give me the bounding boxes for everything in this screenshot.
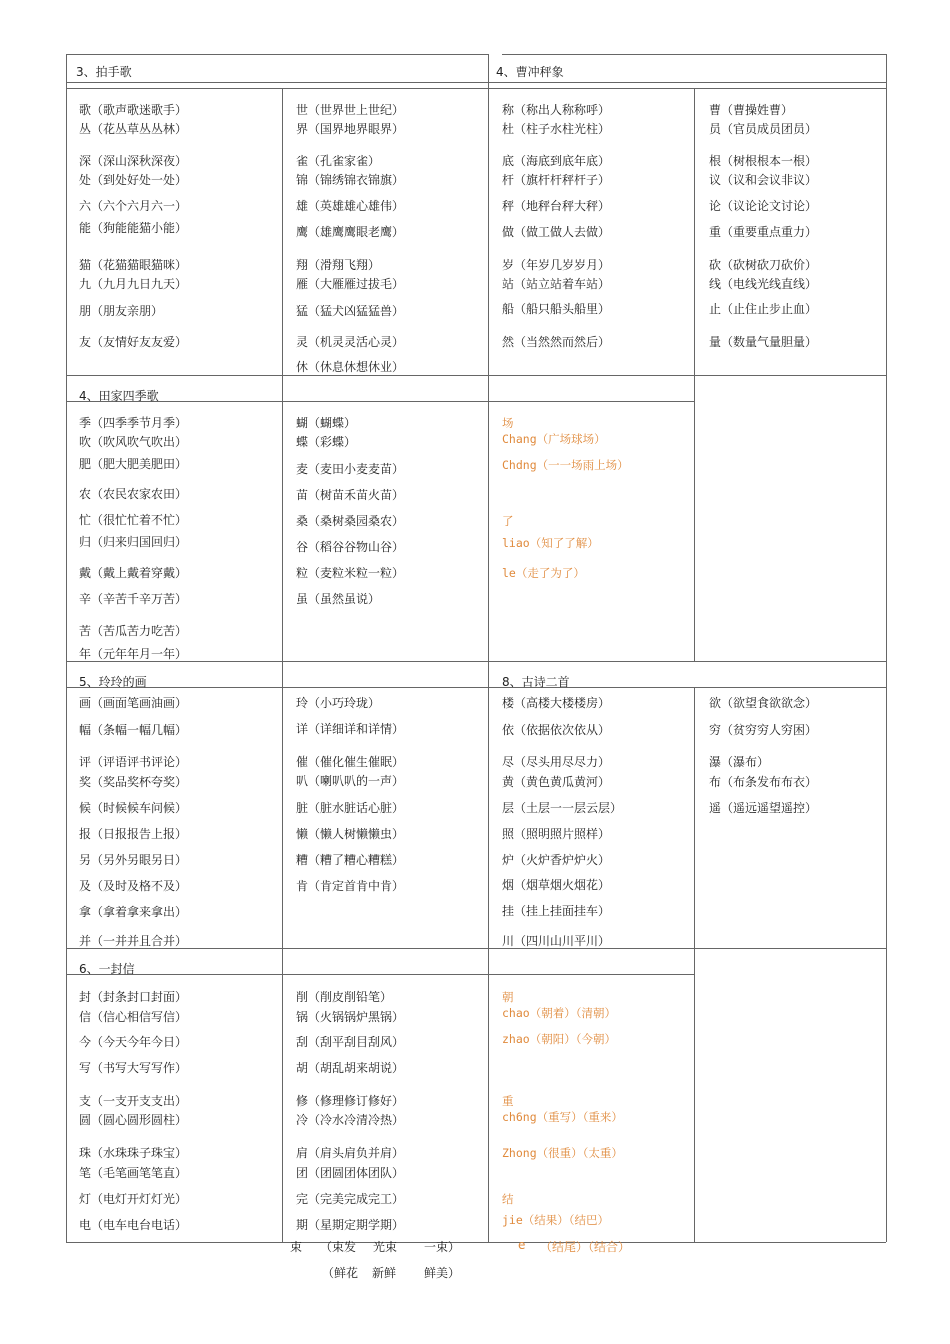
word-entry: 世（世界世上世纪） bbox=[296, 103, 405, 117]
word-entry: 珠（水珠珠子珠宝） bbox=[79, 1146, 188, 1160]
section-title-4b: 4、田家四季歌 bbox=[79, 389, 159, 403]
rule bbox=[66, 1242, 886, 1243]
word-entry: 冷（冷水冷清冷热） bbox=[296, 1113, 405, 1127]
footer-word: （鲜花 bbox=[322, 1266, 359, 1280]
word-entry: 锅（火锅锅炉黑锅） bbox=[296, 1010, 405, 1024]
word-entry: 报（日报报告上报） bbox=[79, 827, 188, 841]
word-entry: 休（休息休想休业） bbox=[296, 360, 405, 374]
word-entry: 今（今天今年今日） bbox=[79, 1035, 188, 1049]
word-entry: 炉（火炉香炉炉火） bbox=[502, 853, 611, 867]
word-entry: 农（农民农家农田） bbox=[79, 487, 188, 501]
rule bbox=[66, 974, 694, 975]
word-entry: 止（止住止步止血） bbox=[709, 302, 818, 316]
word-entry: 布（布条发布布衣） bbox=[709, 775, 818, 789]
word-entry: 线（电线光线直线） bbox=[709, 277, 818, 291]
word-entry: 削（削皮削铅笔） bbox=[296, 990, 393, 1004]
word-entry: 拿（拿着拿来拿出） bbox=[79, 905, 188, 919]
word-entry: 烟（烟草烟火烟花） bbox=[502, 878, 611, 892]
footer-word: 束 bbox=[290, 1240, 303, 1254]
word-entry: 苗（树苗禾苗火苗） bbox=[296, 488, 405, 502]
rule bbox=[66, 54, 67, 1242]
word-entry: 砍（砍树砍刀砍价） bbox=[709, 258, 818, 272]
footer-word: 鲜美） bbox=[424, 1266, 461, 1280]
word-entry: 丛（花丛草丛丛林） bbox=[79, 122, 188, 136]
word-entry: 写（书写大写写作） bbox=[79, 1061, 188, 1075]
word-entry: 候（时候候车问候） bbox=[79, 801, 188, 815]
word-entry: 做（做工做人去做） bbox=[502, 225, 611, 239]
pinyin-entry: 重 bbox=[502, 1094, 514, 1108]
word-entry: 肯（肯定首肯中肯） bbox=[296, 879, 405, 893]
rule bbox=[886, 54, 887, 1242]
rule bbox=[66, 88, 886, 89]
word-entry: 封（封条封口封面） bbox=[79, 990, 188, 1004]
word-entry: 蝴（蝴蝶） bbox=[296, 416, 357, 430]
word-entry: 期（星期定期学期） bbox=[296, 1218, 405, 1232]
word-entry: 挂（挂上挂面挂车） bbox=[502, 904, 611, 918]
word-entry: 笔（毛笔画笔笔直） bbox=[79, 1166, 188, 1180]
rule bbox=[694, 88, 695, 375]
word-entry: 岁（年岁几岁岁月） bbox=[502, 258, 611, 272]
pinyin-entry: chao（朝着）（清朝） bbox=[502, 1006, 616, 1020]
word-entry: 员（官员成员团员） bbox=[709, 122, 818, 136]
pinyin-entry: 了 bbox=[502, 514, 514, 528]
rule bbox=[282, 88, 283, 1242]
word-entry: 处（到处好处一处） bbox=[79, 173, 188, 187]
word-entry: 吹（吹风吹气吹出） bbox=[79, 435, 188, 449]
word-entry: 层（土层一一层云层） bbox=[502, 801, 623, 815]
word-entry: 雁（大雁雁过拔毛） bbox=[296, 277, 405, 291]
word-entry: 尽（尽头用尽尽力） bbox=[502, 755, 611, 769]
word-entry: 猛（猛犬凶猛猛兽） bbox=[296, 304, 405, 318]
pinyin-entry: Zhong（很重）（太重） bbox=[502, 1146, 623, 1160]
word-entry: 粒（麦粒米粒一粒） bbox=[296, 566, 405, 580]
rule bbox=[588, 54, 886, 55]
word-entry: 根（树根根本一根） bbox=[709, 154, 818, 168]
word-entry: 杜（柱子水柱光柱） bbox=[502, 122, 611, 136]
section-title-8: 8、古诗二首 bbox=[502, 675, 570, 689]
pinyin-entry: jie（结果）（结巴） bbox=[502, 1213, 610, 1227]
word-entry: 秤（地秤台秤大秤） bbox=[502, 199, 611, 213]
word-entry: 肥（肥大肥美肥田） bbox=[79, 457, 188, 471]
word-entry: 另（另外另眼另日） bbox=[79, 853, 188, 867]
pinyin-entry: Chang（广场球场） bbox=[502, 432, 606, 446]
word-entry: 议（议和会议非议） bbox=[709, 173, 818, 187]
rule bbox=[502, 54, 588, 55]
word-entry: 友（友情好友友爱） bbox=[79, 335, 188, 349]
word-entry: 催（催化催生催眠） bbox=[296, 755, 405, 769]
rule bbox=[152, 54, 488, 55]
word-entry: 灯（电灯开灯灯光） bbox=[79, 1192, 188, 1206]
rule bbox=[488, 88, 489, 1242]
word-entry: 曹（曹操姓曹） bbox=[709, 103, 794, 117]
word-entry: 楼（高楼大楼楼房） bbox=[502, 696, 611, 710]
pinyin-entry: liao（知了了解） bbox=[502, 536, 599, 550]
section-title-3: 3、拍手歌 bbox=[76, 65, 132, 79]
section-title-6: 6、一封信 bbox=[79, 962, 135, 976]
rule bbox=[66, 401, 694, 402]
word-entry: 鹰（雄鹰鹰眼老鹰） bbox=[296, 225, 405, 239]
word-entry: 苦（苦瓜苦力吃苦） bbox=[79, 624, 188, 638]
footer-pinyin: e bbox=[518, 1238, 526, 1252]
word-entry: 灵（机灵灵活心灵） bbox=[296, 335, 405, 349]
word-entry: 能（狗能能猫小能） bbox=[79, 221, 188, 235]
rule bbox=[694, 687, 695, 948]
word-entry: 底（海底到底年底） bbox=[502, 154, 611, 168]
word-entry: 辛（辛苦千辛万苦） bbox=[79, 592, 188, 606]
word-entry: 肩（肩头肩负并肩） bbox=[296, 1146, 405, 1160]
word-entry: 团（团圆团体团队） bbox=[296, 1166, 405, 1180]
word-entry: 忙（很忙忙着不忙） bbox=[79, 513, 188, 527]
word-entry: 刮（刮平刮目刮风） bbox=[296, 1035, 405, 1049]
rule bbox=[66, 375, 886, 376]
word-entry: 九（九月九日九天） bbox=[79, 277, 188, 291]
word-entry: 年（元年年月一年） bbox=[79, 647, 188, 661]
word-entry: 杆（旗杆杆秤杆子） bbox=[502, 173, 611, 187]
word-entry: 胡（胡乱胡来胡说） bbox=[296, 1061, 405, 1075]
rule bbox=[694, 375, 695, 661]
word-entry: 并（一并并且合并） bbox=[79, 934, 188, 948]
word-entry: 圆（圆心圆形圆柱） bbox=[79, 1113, 188, 1127]
pinyin-entry: 朝 bbox=[502, 990, 514, 1004]
section-title-5: 5、玲玲的画 bbox=[79, 675, 147, 689]
word-entry: 完（完美完成完工） bbox=[296, 1192, 405, 1206]
word-entry: 戴（戴上戴着穿戴） bbox=[79, 566, 188, 580]
pinyin-entry: le（走了为了） bbox=[502, 566, 585, 580]
word-entry: 画（画面笔画油画） bbox=[79, 696, 188, 710]
word-entry: 黄（黄色黄瓜黄河） bbox=[502, 775, 611, 789]
footer-word: 新鲜 bbox=[372, 1266, 397, 1280]
word-entry: 叭（喇叭叭的一声） bbox=[296, 774, 405, 788]
word-entry: 瀑（瀑布） bbox=[709, 755, 770, 769]
pinyin-entry: 结 bbox=[502, 1192, 514, 1206]
word-entry: 及（及时及格不及） bbox=[79, 879, 188, 893]
pinyin-entry: Chdng（一一场雨上场） bbox=[502, 458, 629, 472]
word-entry: 懒（懒人树懒懒虫） bbox=[296, 827, 405, 841]
word-entry: 糟（糟了糟心糟糕） bbox=[296, 853, 405, 867]
word-entry: 深（深山深秋深夜） bbox=[79, 154, 188, 168]
word-entry: 电（电车电台电话） bbox=[79, 1218, 188, 1232]
section-title-4a: 4、曹冲秤象 bbox=[496, 65, 564, 79]
word-entry: 奖（奖品奖杯夸奖） bbox=[79, 775, 188, 789]
rule bbox=[66, 54, 152, 55]
footer-word: 光束 bbox=[373, 1240, 398, 1254]
word-entry: 信（信心相信写信） bbox=[79, 1010, 188, 1024]
word-entry: 虽（虽然虽说） bbox=[296, 592, 381, 606]
word-entry: 雀（孔雀家雀） bbox=[296, 154, 381, 168]
rule bbox=[694, 948, 695, 1242]
word-entry: 翔（滑翔飞翔） bbox=[296, 258, 381, 272]
rule bbox=[66, 687, 886, 688]
word-entry: 论（议论论文讨论） bbox=[709, 199, 818, 213]
word-entry: 歌（歌声歌迷歌手） bbox=[79, 103, 188, 117]
rule bbox=[66, 661, 886, 662]
word-entry: 穷（贫穷穷人穷困） bbox=[709, 723, 818, 737]
word-entry: 界（国界地界眼界） bbox=[296, 122, 405, 136]
word-entry: 朋（朋友亲朋） bbox=[79, 304, 164, 318]
word-entry: 归（归来归国回归） bbox=[79, 535, 188, 549]
word-entry: 修（修理修订修好） bbox=[296, 1094, 405, 1108]
word-entry: 照（照明照片照样） bbox=[502, 827, 611, 841]
pinyin-entry: 场 bbox=[502, 416, 514, 430]
word-entry: 站（站立站着车站） bbox=[502, 277, 611, 291]
footer-pinyin: （结尾）（结合） bbox=[540, 1240, 631, 1254]
pinyin-entry: zhao（朝阳）（今朝） bbox=[502, 1032, 616, 1046]
footer-word: 一束） bbox=[424, 1240, 461, 1254]
word-entry: 称（称出人称称呼） bbox=[502, 103, 611, 117]
word-entry: 支（一支开支支出） bbox=[79, 1094, 188, 1108]
word-entry: 脏（脏水脏话心脏） bbox=[296, 801, 405, 815]
rule bbox=[66, 948, 886, 949]
word-entry: 依（依据依次依从） bbox=[502, 723, 611, 737]
footer-word: （束发 bbox=[320, 1240, 357, 1254]
word-entry: 详（详细详和详情） bbox=[296, 722, 405, 736]
rule bbox=[66, 82, 886, 83]
word-entry: 猫（花猫猫眼猫咪） bbox=[79, 258, 188, 272]
word-entry: 然（当然然而然后） bbox=[502, 335, 611, 349]
rule bbox=[488, 54, 489, 88]
word-entry: 桑（桑树桑园桑农） bbox=[296, 514, 405, 528]
word-entry: 重（重要重点重力） bbox=[709, 225, 818, 239]
word-entry: 川（四川山川平川） bbox=[502, 934, 611, 948]
word-entry: 欲（欲望食欲欲念） bbox=[709, 696, 818, 710]
pinyin-entry: ch6ng（重写）（重来） bbox=[502, 1110, 623, 1124]
word-entry: 蝶（彩蝶） bbox=[296, 435, 357, 449]
word-entry: 量（数量气量胆量） bbox=[709, 335, 818, 349]
word-entry: 幅（条幅一幅几幅） bbox=[79, 723, 188, 737]
word-entry: 评（评语评书评论） bbox=[79, 755, 188, 769]
word-entry: 船（船只船头船里） bbox=[502, 302, 611, 316]
word-entry: 锦（锦绣锦衣锦旗） bbox=[296, 173, 405, 187]
word-entry: 麦（麦田小麦麦苗） bbox=[296, 462, 405, 476]
word-entry: 雄（英雄雄心雄伟） bbox=[296, 199, 405, 213]
word-entry: 谷（稻谷谷物山谷） bbox=[296, 540, 405, 554]
word-entry: 季（四季季节月季） bbox=[79, 416, 188, 430]
word-entry: 玲（小巧玲珑） bbox=[296, 696, 381, 710]
word-entry: 六（六个六月六一） bbox=[79, 199, 188, 213]
word-entry: 遥（遥远遥望遥控） bbox=[709, 801, 818, 815]
